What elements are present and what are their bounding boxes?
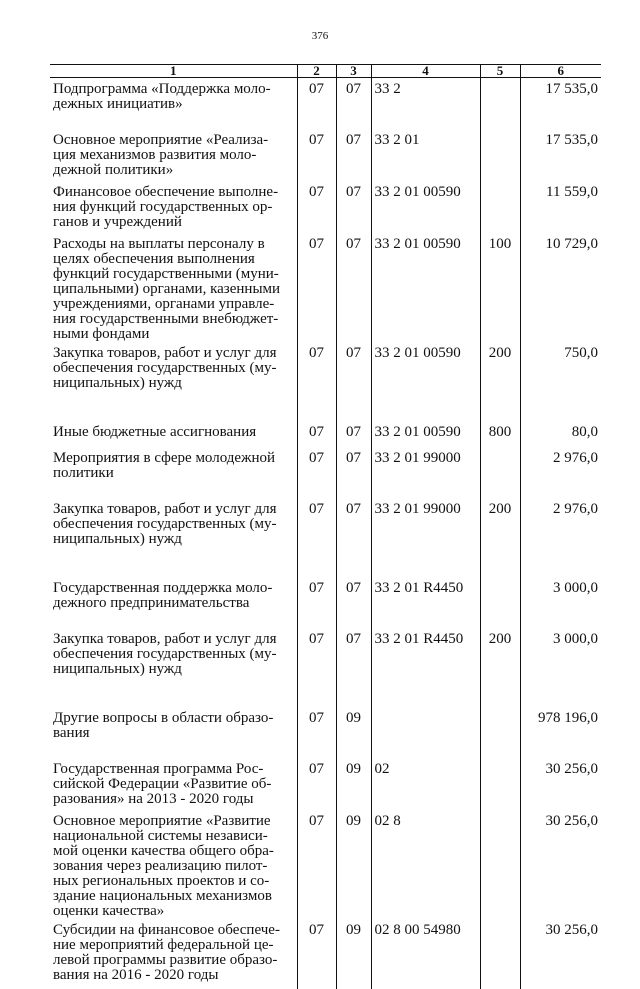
target-article-code: 02 <box>371 758 480 810</box>
column-header: 1 <box>50 65 297 78</box>
table-row <box>50 628 601 707</box>
section-code: 07 <box>297 233 336 342</box>
expense-type-code <box>480 810 520 919</box>
column-header: 3 <box>336 65 371 78</box>
table-row <box>50 233 601 342</box>
section-code: 07 <box>297 628 336 707</box>
item-name: Иные бюджетные ассигнования <box>53 423 257 440</box>
section-code: 07 <box>297 758 336 810</box>
table-row <box>50 577 601 628</box>
item-name: Государственная поддержка моло- дежного предпринимательства <box>53 579 273 611</box>
table-row <box>50 342 601 421</box>
item-name: Подпрограмма «Поддержка моло- дежных инициатив» <box>53 81 271 112</box>
item-name: Другие вопросы в области образо- вания <box>53 709 274 741</box>
expense-type-code: 200 <box>480 498 520 577</box>
expense-type-code <box>480 577 520 628</box>
table-row <box>50 498 601 577</box>
target-article-code: 33 2 01 99000 <box>371 447 480 498</box>
subsection-code: 07 <box>336 628 371 707</box>
target-article-code: 02 8 00 54980 <box>371 919 480 989</box>
expense-type-code <box>480 919 520 989</box>
target-article-code: 33 2 01 99000 <box>371 498 480 577</box>
column-header: 4 <box>371 65 480 78</box>
table-row <box>50 758 601 810</box>
table-row <box>50 421 601 447</box>
column-header: 2 <box>297 65 336 78</box>
table-header <box>50 65 601 78</box>
item-name: Закупка товаров, работ и услуг для обеспечения государственных (му- ниципальных) нужд <box>53 344 277 391</box>
section-code: 07 <box>297 707 336 758</box>
subsection-code: 09 <box>336 707 371 758</box>
subsection-code: 07 <box>336 447 371 498</box>
target-article-code <box>371 707 480 758</box>
section-code: 07 <box>297 181 336 233</box>
target-article-code: 33 2 01 00590 <box>371 342 480 421</box>
section-code: 07 <box>297 447 336 498</box>
table-row <box>50 919 601 989</box>
table-row <box>50 707 601 758</box>
target-article-code: 33 2 01 <box>371 129 480 181</box>
subsection-code: 07 <box>336 129 371 181</box>
section-code: 07 <box>297 919 336 989</box>
expense-type-code <box>480 707 520 758</box>
item-name: Основное мероприятие «Реализа- ция механизмов развития моло- дежной политики» <box>53 131 269 178</box>
column-header: 5 <box>480 65 520 78</box>
table-row <box>50 78 601 129</box>
item-name: Государственная программа Рос- сийской Федерации «Развитие об- разования» на 2013 - 2020 годы <box>53 760 272 807</box>
expense-type-code: 200 <box>480 628 520 707</box>
target-article-code: 33 2 01 R4450 <box>371 577 480 628</box>
section-code: 07 <box>297 421 336 447</box>
subsection-code: 07 <box>336 78 371 129</box>
amount: 3 000,0 <box>520 577 601 628</box>
table-row <box>50 129 601 181</box>
amount: 978 196,0 <box>520 707 601 758</box>
section-code: 07 <box>297 810 336 919</box>
table-body <box>50 78 601 989</box>
subsection-code: 07 <box>336 498 371 577</box>
item-name: Основное мероприятие «Развитие национальной системы независи- мой оценки качества общего обра- зования через реализацию пилот- ных региональных проектов и со- здание национальных механизмов оценки качества» <box>53 812 274 919</box>
item-name: Расходы на выплаты персоналу в целях обеспечения выполнения функций государственными (муни- ципальными) органами, казенными учреждениями, органами управле- ния государственными внебюджет- ными фондами <box>53 235 281 342</box>
subsection-code: 07 <box>336 233 371 342</box>
amount: 30 256,0 <box>520 810 601 919</box>
expense-type-code <box>480 181 520 233</box>
target-article-code: 33 2 <box>371 78 480 129</box>
table-row <box>50 810 601 919</box>
amount: 2 976,0 <box>520 447 601 498</box>
expense-type-code <box>480 758 520 810</box>
subsection-code: 07 <box>336 421 371 447</box>
amount: 17 535,0 <box>520 78 601 129</box>
section-code: 07 <box>297 342 336 421</box>
target-article-code: 33 2 01 00590 <box>371 181 480 233</box>
amount: 750,0 <box>520 342 601 421</box>
expense-type-code <box>480 78 520 129</box>
subsection-code: 09 <box>336 758 371 810</box>
section-code: 07 <box>297 577 336 628</box>
section-code: 07 <box>297 129 336 181</box>
amount: 30 256,0 <box>520 758 601 810</box>
expense-type-code: 100 <box>480 233 520 342</box>
column-header: 6 <box>520 65 601 78</box>
subsection-code: 09 <box>336 919 371 989</box>
expense-type-code: 200 <box>480 342 520 421</box>
amount: 2 976,0 <box>520 498 601 577</box>
item-name: Финансовое обеспечение выполне- ния функций государственных ор- ганов и учреждений <box>53 183 279 230</box>
amount: 11 559,0 <box>520 181 601 233</box>
table-row <box>50 447 601 498</box>
item-name: Мероприятия в сфере молодежной политики <box>53 449 275 481</box>
item-name: Закупка товаров, работ и услуг для обеспечения государственных (му- ниципальных) нужд <box>53 630 277 677</box>
expense-type-code <box>480 129 520 181</box>
amount: 80,0 <box>520 421 601 447</box>
budget-table <box>50 64 601 989</box>
subsection-code: 07 <box>336 342 371 421</box>
item-name: Закупка товаров, работ и услуг для обеспечения государственных (му- ниципальных) нужд <box>53 500 277 547</box>
target-article-code: 33 2 01 R4450 <box>371 628 480 707</box>
subsection-code: 07 <box>336 577 371 628</box>
amount: 17 535,0 <box>520 129 601 181</box>
expense-type-code <box>480 447 520 498</box>
amount: 30 256,0 <box>520 919 601 989</box>
section-code: 07 <box>297 498 336 577</box>
expense-type-code: 800 <box>480 421 520 447</box>
subsection-code: 09 <box>336 810 371 919</box>
amount: 3 000,0 <box>520 628 601 707</box>
subsection-code: 07 <box>336 181 371 233</box>
amount: 10 729,0 <box>520 233 601 342</box>
item-name: Субсидии на финансовое обеспече- ние мероприятий федеральной це- левой программы развитие образо- вания на 2016 - 2020 годы <box>53 921 280 983</box>
target-article-code: 02 8 <box>371 810 480 919</box>
page-number: 376 <box>311 30 329 42</box>
table-row <box>50 181 601 233</box>
section-code: 07 <box>297 78 336 129</box>
target-article-code: 33 2 01 00590 <box>371 421 480 447</box>
target-article-code: 33 2 01 00590 <box>371 233 480 342</box>
